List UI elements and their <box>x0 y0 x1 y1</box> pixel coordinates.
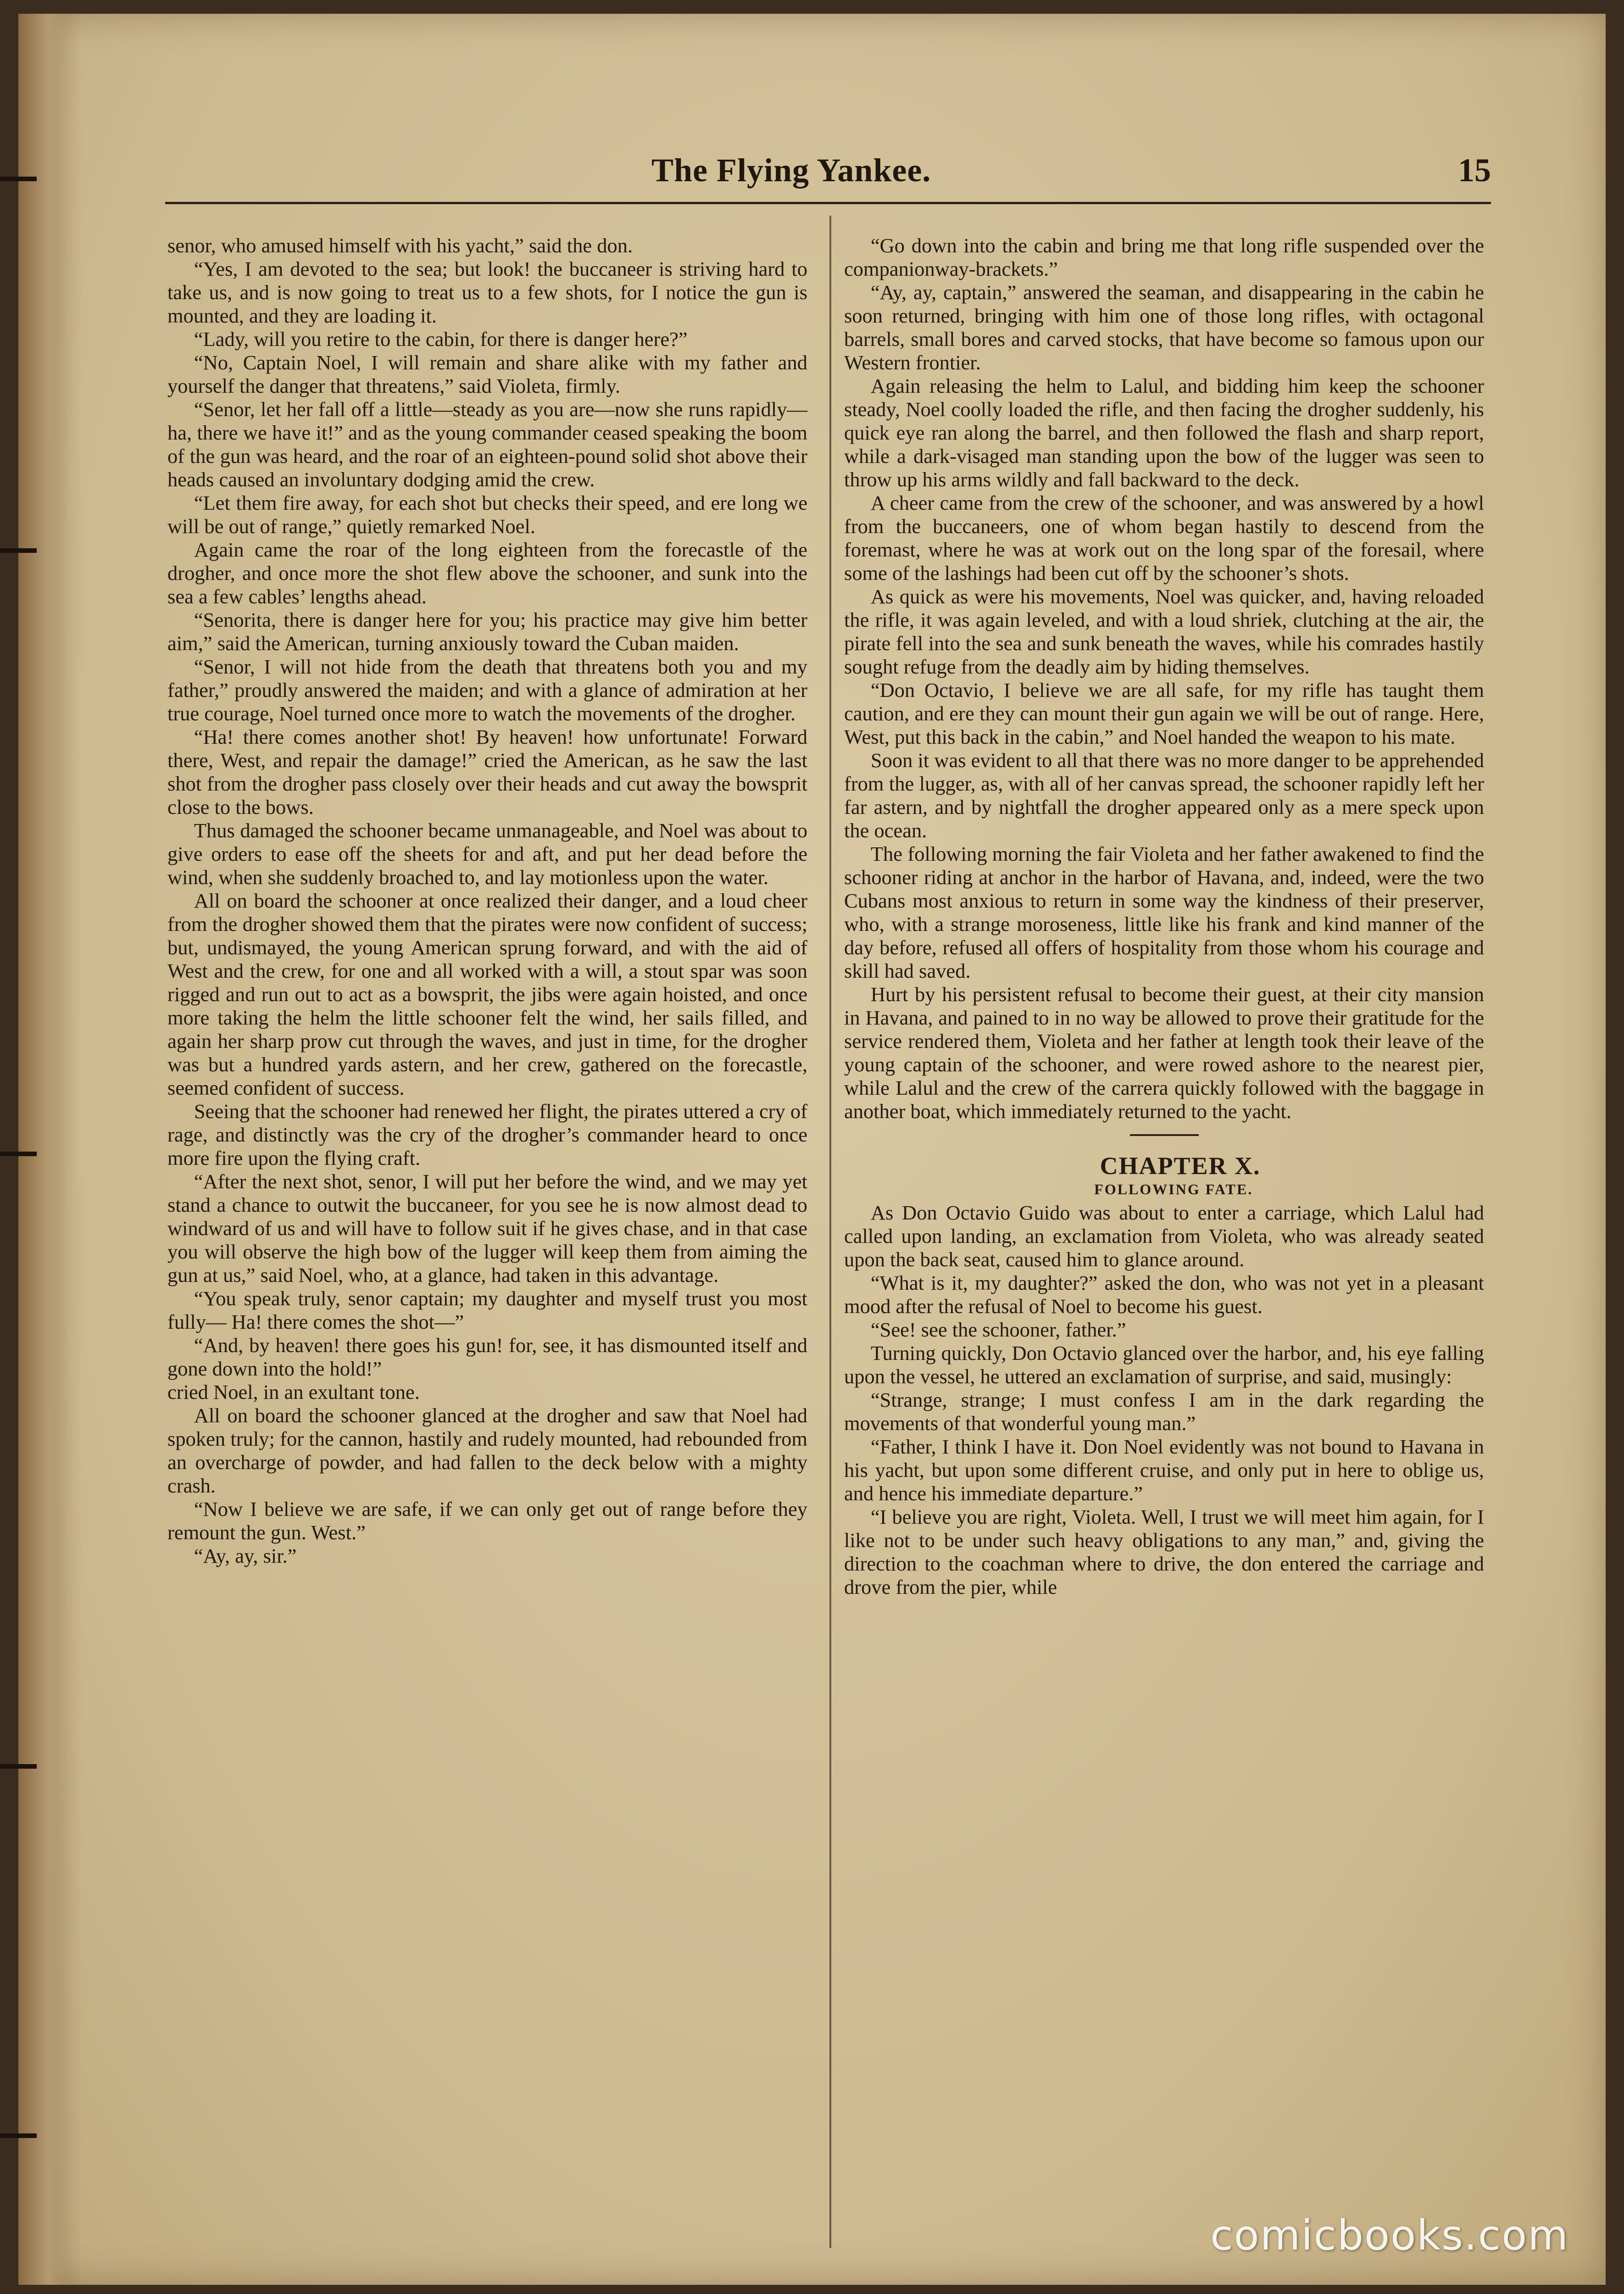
paragraph: “Ay, ay, sir.” <box>194 1544 297 1567</box>
paragraph: The following morning the fair Violeta and her father awakened to find the schooner riding at anchor in the harbor of Havana, and, indeed, were the two Cubans most anxious to return in some way the kindness of their preserver, who, with a strange moroseness, little like his frank and kind manner of the day before, refused all offers of hospitality from those whom his courage and skill had saved. <box>844 842 1484 982</box>
paragraph: “Strange, strange; I must confess I am in the dark regarding the movements of that wonderful young man.” <box>844 1388 1484 1435</box>
paragraph: “Ay, ay, captain,” answered the seaman, and disappearing in the cabin he soon returned, bringing with him one of those long rifles, with octagonal barrels, small bores and carved stocks, that have become so famous upon our Western frontier. <box>844 281 1484 374</box>
paragraph: “No, Captain Noel, I will remain and share alike with my father and yourself the danger that threatens,” said Violeta, firmly. <box>167 351 807 397</box>
page-number: 15 <box>1458 152 1491 189</box>
paragraph: “Senor, I will not hide from the death that threatens both you and my father,” proudly answered the maiden; and with a glance of admiration at her true courage, Noel turned once more to watch the movements of the drogher. <box>167 655 807 725</box>
chapter-subtitle: FOLLOWING FATE. <box>1094 1181 1253 1197</box>
paragraph: As quick as were his movements, Noel was quicker, and, having reloaded the rifle, it was again leveled, and with a loud shriek, clutching at the air, the pirate fell into the sea and sunk beneath the waves, while his comrades hastily sought refuge from the deadly aim by hiding themselves. <box>844 585 1484 678</box>
paragraph: Hurt by his persistent refusal to become their guest, at their city mansion in Havana, and pained to in no way be allowed to prove their gratitude for the service rendered them, Violeta and her father at length took their leave of the young captain of the schooner, and were rowed ashore to the nearest pier, while Lalul and the crew of the carrera quickly followed with the baggage in another boat, which immediately returned to the yacht. <box>844 983 1484 1123</box>
binding-mark <box>0 2133 37 2138</box>
paragraph: “See! see the schooner, father.” <box>870 1318 1126 1341</box>
paragraph: A cheer came from the crew of the schooner, and was answered by a howl from the buccaneers, one of whom began hastily to descend from the foremast, where he was at work out on the long spar of the foresail, where some of the lashings had been cut off by the schooner’s shots. <box>844 491 1484 585</box>
paragraph: “After the next shot, senor, I will put her before the wind, and we may yet stand a chance to outwit the buccaneer, for you see he is now almost dead to windward of us and will have to follow suit if he gives chase, and in that case you will observe the high bow of the lugger will keep them from aiming the gun at us,” said Noel, who, at a glance, had taken in this advantage. <box>167 1170 807 1286</box>
binding-mark <box>0 1764 37 1769</box>
paragraph: “Senor, let her fall off a little—steady as you are—now she runs rapidly—ha, there we have it!” and as the young commander ceased speaking the boom of the gun was heard, and the roar of an eighteen-pound solid shot above their heads caused an involuntary dodging amid the crew. <box>167 398 807 491</box>
binding-mark <box>0 1152 37 1156</box>
left-column <box>167 234 807 1568</box>
paragraph: All on board the schooner glanced at the drogher and saw that Noel had spoken truly; for the cannon, hastily and rudely mounted, had rebounded from an overcharge of powder, and had fallen to the deck below with a mighty crash. <box>167 1404 807 1497</box>
paragraph: Again came the roar of the long eighteen from the forecastle of the drogher, and once more the shot flew above the schooner, and sunk into the sea a few cables’ lengths ahead. <box>167 538 807 608</box>
chapter-heading: CHAPTER X. <box>1100 1152 1261 1180</box>
running-title: The Flying Yankee. <box>651 152 931 189</box>
paragraph: Turning quickly, Don Octavio glanced over the harbor, and, his eye falling upon the vessel, he uttered an exclamation of surprise, and said, musingly: <box>844 1342 1484 1388</box>
paragraph: “You speak truly, senor captain; my daughter and myself trust you most fully— Ha! there comes the shot—” <box>167 1287 807 1333</box>
paragraph: “Go down into the cabin and bring me that long rifle suspended over the companionway-brackets.” <box>844 234 1484 280</box>
right-column-after-chapter <box>844 1201 1484 1599</box>
binding-mark <box>0 548 37 553</box>
paragraph: “Let them fire away, for each shot but checks their speed, and ere long we will be out of range,” quietly remarked Noel. <box>167 491 807 538</box>
paragraph: “Now I believe we are safe, if we can only get out of range before they remount the gun. West.” <box>167 1498 807 1544</box>
paragraph: Soon it was evident to all that there was no more danger to be apprehended from the lugger, as, with all of her canvas spread, the schooner rapidly left her far astern, and by nightfall the drogher appeared only as a mere speck upon the ocean. <box>844 749 1484 842</box>
paragraph: “Yes, I am devoted to the sea; but look! the buccaneer is striving hard to take us, and is now going to treat us to a few shots, for I notice the gun is mounted, and they are loading it. <box>167 257 807 327</box>
right-column <box>844 234 1484 1599</box>
paragraph: Thus damaged the schooner became unmanageable, and Noel was about to give orders to ease off the sheets for and aft, and put her dead before the wind, when she suddenly broached to, and lay motionless upon the water. <box>167 819 807 889</box>
paragraph: “And, by heaven! there goes his gun! for, see, it has dismounted itself and gone down into the hold!” <box>167 1334 807 1380</box>
binding-mark <box>0 177 37 181</box>
right-column-before-chapter <box>844 234 1484 1123</box>
column-rule <box>829 216 831 2248</box>
paragraph: “Don Octavio, I believe we are all safe, for my rifle has taught them caution, and ere they can mount their gun again we will be out of range. Here, West, put this back in the cabin,” and Noel handed the weapon to his mate. <box>844 679 1484 748</box>
paragraph: “Senorita, there is danger here for you; his practice may give him better aim,” said the American, turning anxiously toward the Cuban maiden. <box>167 608 807 655</box>
spine-edge <box>18 14 69 2285</box>
paragraph: “Father, I think I have it. Don Noel evidently was not bound to Havana in his yacht, but upon some different cruise, and only put in here to oblige us, and hence his immediate departure.” <box>844 1435 1484 1505</box>
paragraph: As Don Octavio Guido was about to enter a carriage, which Lalul had called upon landing, an exclamation from Violeta, who was already seated upon the back seat, caused him to glance around. <box>844 1201 1484 1271</box>
paragraph: All on board the schooner at once realized their danger, and a loud cheer from the drogher showed them that the pirates were now confident of success; but, undismayed, the young American sprung forward, and with the aid of West and the crew, for one and all worked with a will, a stout spar was soon rigged and run out to act as a bowsprit, the jibs were again hoisted, and once more taking the helm the little schooner felt the wind, her sails filled, and again her sharp prow cut through the waves, and just in time, for the drogher was but a hundred yards astern, and her crew, gathered on the forecastle, seemed confident of success. <box>167 889 807 1099</box>
paragraph: cried Noel, in an exultant tone. <box>167 1381 420 1403</box>
paragraph: “Lady, will you retire to the cabin, for there is danger here?” <box>194 328 688 351</box>
paragraph: Seeing that the schooner had renewed her flight, the pirates uttered a cry of rage, and distinctly was the cry of the drogher’s commander heard to once more fire upon the flying craft. <box>167 1100 807 1169</box>
watermark-logo: comicbooks.com <box>1210 2211 1569 2260</box>
paragraph: senor, who amused himself with his yacht,” said the don. <box>167 234 633 257</box>
paragraph: “I believe you are right, Violeta. Well, I trust we will meet him again, for I like not to be under such heavy obligations to any man,” and, giving the direction to the coachman where to drive, the don entered the carriage and drove from the pier, while <box>844 1505 1484 1598</box>
page-header <box>165 151 1491 204</box>
paragraph: “Ha! there comes another shot! By heaven! how unfortunate! Forward there, West, and repair the damage!” cried the American, as he saw the last shot from the drogher pass closely over their heads and cut away the bowsprit close to the bows. <box>167 725 807 818</box>
paragraph: Again releasing the helm to Lalul, and bidding him keep the schooner steady, Noel coolly loaded the rifle, and then facing the drogher suddenly, his quick eye ran along the barrel, and then followed the flash and sharp report, while a dark-visaged man standing upon the bow of the lugger was seen to throw up his arms wildly and fall backward to the deck. <box>844 374 1484 491</box>
paragraph: “What is it, my daughter?” asked the don, who was not yet in a pleasant mood after the refusal of Noel to become his guest. <box>844 1271 1484 1318</box>
chapter-rule <box>1130 1134 1199 1136</box>
